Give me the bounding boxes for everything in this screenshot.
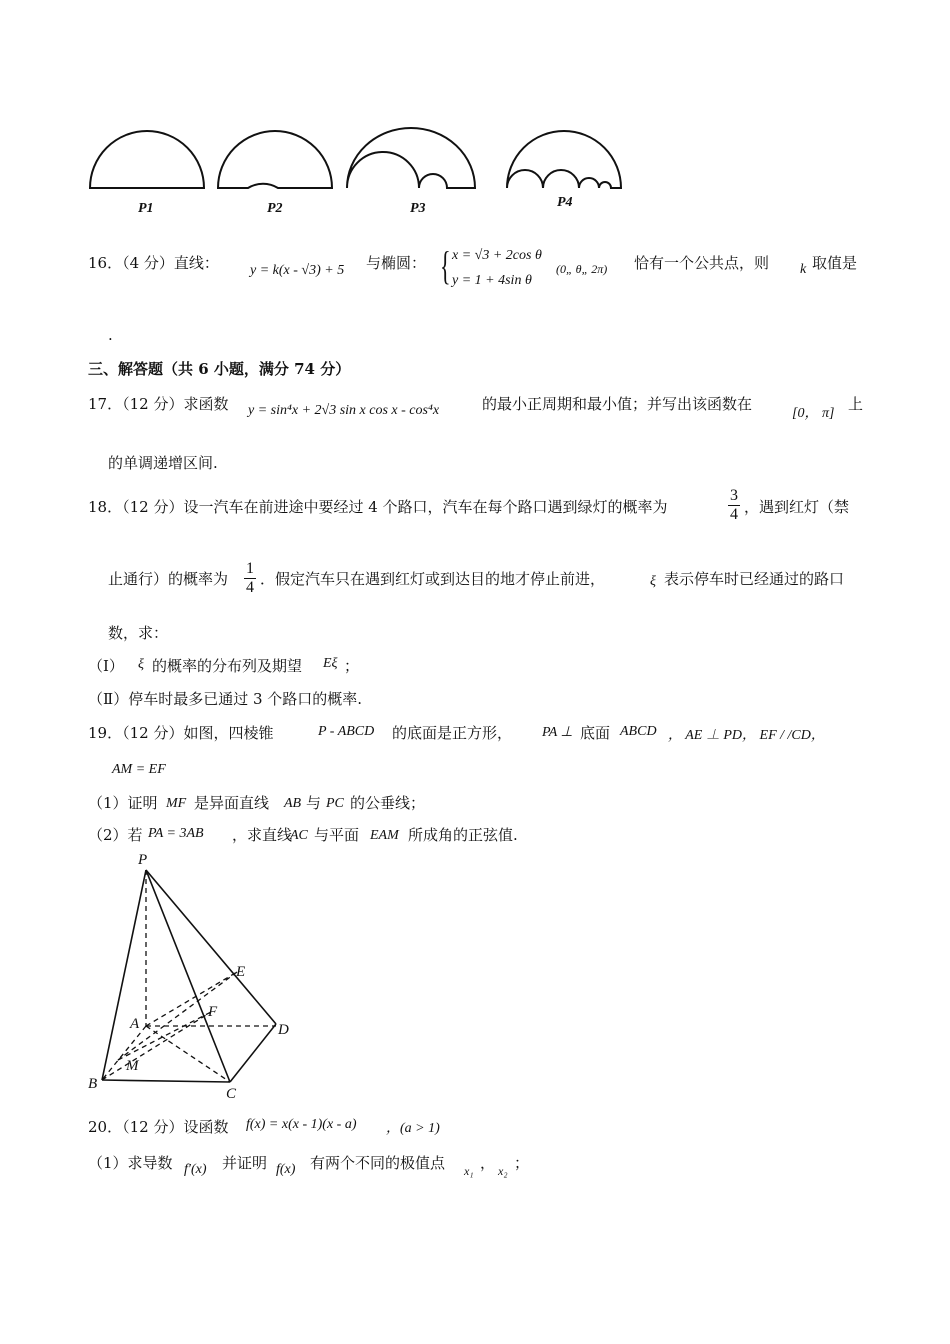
q18-line3: 数，求： xyxy=(108,624,169,642)
q17-mid-text: 的最小正周期和最小值；并写出该函数在 xyxy=(482,395,753,413)
q17-function: y = sin⁴x + 2√3 sin x cos x - cos⁴x xyxy=(248,403,440,418)
q19-text1: 的底面是正方形， xyxy=(392,724,513,742)
q16-answer-blank: . xyxy=(108,326,113,344)
fraction-numerator: 3 xyxy=(730,487,738,504)
q18-number: 18．（12 分）设一汽车在前进途中要经过 4 个路口，汽车在每个路口遇到绿灯的概率为 xyxy=(88,498,668,516)
q18-line2-b: ．假定汽车只在遇到红灯或到达目的地才停止前进， xyxy=(260,570,606,588)
shape-p1 xyxy=(90,131,204,188)
q19-part1-ab: AB xyxy=(284,796,302,811)
q19-part2-condition: PA = 3AB xyxy=(148,826,204,841)
q20-semicolon: ； xyxy=(514,1154,530,1172)
q17-tail: 上 xyxy=(848,395,864,413)
q16-var-k: k xyxy=(800,262,807,277)
q19-part2-text: ，求直线 xyxy=(232,826,293,844)
q19-part2-ac: AC xyxy=(290,828,308,843)
q16-mid-text: 与椭圆： xyxy=(366,254,427,272)
fraction-numerator: 1 xyxy=(246,560,254,577)
vertex-e: E xyxy=(236,964,246,980)
q20-comma: ， xyxy=(480,1154,496,1172)
q20-part1-text: 并证明 xyxy=(222,1154,268,1172)
q20-part1-label: （1）求导数 xyxy=(88,1154,173,1172)
q19-cond2: ABCD xyxy=(620,724,657,739)
q19-part2-and: 与平面 xyxy=(314,826,360,844)
q18-part2: （Ⅱ）停车时最多已通过 3 个路口的概率. xyxy=(88,690,363,708)
q16-brace: { xyxy=(440,243,451,288)
shape-p4 xyxy=(507,131,621,188)
q20-function: f(x) = x(x - 1)(x - a) xyxy=(246,1117,357,1132)
q19-number: 19．（12 分）如图，四棱锥 xyxy=(88,724,274,742)
pyramid-figure xyxy=(80,848,310,1104)
q19-part2-end: 所成角的正弦值. xyxy=(408,826,518,844)
q20-x1: x₁ xyxy=(464,1164,474,1178)
vertex-m: M xyxy=(126,1058,139,1074)
q19-part1-pc: PC xyxy=(326,796,344,811)
q20-derivative: f′(x) xyxy=(184,1162,207,1177)
vertex-a: A xyxy=(130,1016,140,1032)
q17-interval: [0， π] xyxy=(792,406,835,421)
q20-number: 20．（12 分）设函数 xyxy=(88,1118,229,1136)
q18-green-probability xyxy=(728,487,740,524)
q19-line2: AM = EF xyxy=(112,762,166,777)
vertex-b: B xyxy=(88,1076,98,1092)
q19-cond1: PA ⊥ xyxy=(542,725,573,740)
q19-part1-text: 是异面直线 xyxy=(194,794,270,812)
q20-condition: ，(a > 1) xyxy=(386,1121,440,1136)
q20-fx: f(x) xyxy=(276,1162,296,1177)
q19-part2-eam: EAM xyxy=(370,828,399,843)
q18-part1-label: （Ⅰ） xyxy=(88,657,124,675)
q19-cond3: ， AE ⊥ PD， EF / /CD， xyxy=(668,728,825,743)
q18-part1-xi: ξ xyxy=(138,657,144,672)
q20-part1-text-2: 有两个不同的极值点 xyxy=(310,1154,446,1172)
label-p4: P4 xyxy=(557,195,573,210)
q18-line2-c: 表示停车时已经通过的路口 xyxy=(664,570,845,588)
q19-part1-and: 与 xyxy=(306,794,322,812)
label-p3: P3 xyxy=(410,201,426,216)
vertex-f: F xyxy=(208,1004,218,1020)
q18-part1-expectation: Eξ xyxy=(323,656,338,671)
q18-xi: ξ xyxy=(650,574,656,589)
vertex-c: C xyxy=(226,1086,237,1102)
q18-red-probability xyxy=(244,560,256,597)
q16-tail-text-2: 取值是 xyxy=(812,254,858,272)
q19-text2: 底面 xyxy=(580,724,611,742)
shape-p2 xyxy=(218,131,332,188)
q16-range: (0„ θ„ 2π) xyxy=(556,262,608,276)
q18-tail1: ，遇到红灯（禁 xyxy=(744,498,850,516)
shape-p3 xyxy=(347,128,475,188)
q20-x2: x₂ xyxy=(498,1164,508,1178)
q18-part1-text: 的概率的分布列及期望 xyxy=(152,657,303,675)
vertex-p: P xyxy=(138,852,148,868)
q19-part1-end: 的公垂线； xyxy=(350,794,426,812)
q19-part1-label: （1）证明 xyxy=(88,794,158,812)
label-p1: P1 xyxy=(138,201,154,216)
q19-pyramid: P - ABCD xyxy=(318,724,375,739)
fraction-denominator: 4 xyxy=(730,506,738,523)
q17-line2: 的单调递增区间. xyxy=(108,454,218,472)
q19-part1-mf: MF xyxy=(166,796,187,811)
q16-system-x: x = √3 + 2cos θ xyxy=(452,248,542,263)
q19-part2-label: （2）若 xyxy=(88,826,143,844)
fraction-denominator: 4 xyxy=(246,579,254,596)
q16-line-equation: y = k(x - √3) + 5 xyxy=(250,263,345,278)
q16-tail-text: 恰有一个公共点，则 xyxy=(634,254,770,272)
label-p2: P2 xyxy=(267,201,283,216)
q18-part1-end: ； xyxy=(344,657,360,675)
q16-number: 16．（4 分）直线： xyxy=(88,254,219,272)
q17-number: 17．（12 分）求函数 xyxy=(88,395,229,413)
section-title: 三、解答题（共 6 小题，满分 74 分） xyxy=(88,360,351,378)
q18-line2-a: 止通行）的概率为 xyxy=(108,570,229,588)
q16-system-y: y = 1 + 4sin θ xyxy=(452,273,532,288)
semicircle-figure xyxy=(80,118,640,218)
vertex-d: D xyxy=(278,1022,289,1038)
